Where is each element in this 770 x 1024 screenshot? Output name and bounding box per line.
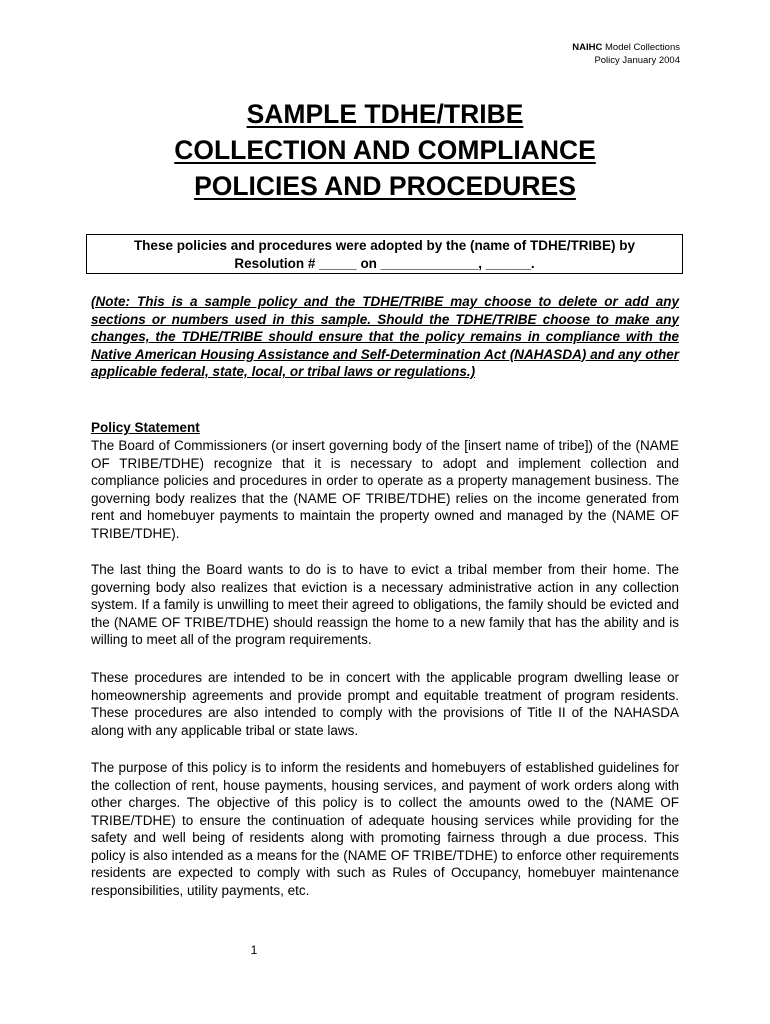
- policy-paragraph-3: These procedures are intended to be in concert with the applicable program dwelling lease or homeownership agreements and provide prompt and equitable treatment of program residents. These procedures are also intended to comply with the provisions of Title II of the NAHASDA along with any applicable tribal or state laws.: [91, 670, 679, 738]
- header-line-2: Policy January 2004: [594, 55, 680, 66]
- policy-paragraph-4: The purpose of this policy is to inform the residents and homebuyers of established guidelines for the collection of rent, house payments, housing services, and payment of work orders along with other charges. The objective of this policy is to collect the amounts owed to the (NAME OF TRIBE/TDHE) to ensure the continuation of adequate housing services while providing for the safety and well being of residents along with promoting fairness through a due process. This policy is also intended as a means for the (NAME OF TRIBE/TDHE) to enforce other requirements residents are expected to comply with such as Rules of Occupancy, homebuyer maintenance responsibilities, utility payments, etc.: [91, 760, 679, 898]
- adoption-line-2: Resolution # _____ on _____________, ______.: [234, 256, 535, 271]
- title-line-1: SAMPLE TDHE/TRIBE: [246, 99, 524, 129]
- policy-paragraph-2: The last thing the Board wants to do is to have to evict a tribal member from their home. The governing body also realizes that eviction is a necessary administrative action in any collection system. If a family is unwilling to meet their agreed to obligations, the family should be evicted and the (NAME OF TRIBE/TDHE) should reassign the home to a new family that has the ability and is willing to meet all of the program requirements.: [91, 562, 679, 647]
- policy-paragraph-1: The Board of Commissioners (or insert governing body of the [insert name of tribe]) of the (NAME OF TRIBE/TDHE) recognize that it is necessary to adopt and implement collection and compliance policies and procedures in order to operate as a property management business. The governing body realizes that the (NAME OF TRIBE/TDHE) relies on the income generated from rent and homebuyer payments to maintain the property owned and managed by the (NAME OF TRIBE/TDHE).: [91, 438, 679, 541]
- sample-note: (Note: This is a sample policy and the TDHE/TRIBE may choose to delete or add any sections or numbers used in this sample. Should the TDHE/TRIBE choose to make any changes, the TDHE/TRIBE should ensure that the policy remains in compliance with the Native American Housing Assistance and Self-Determination Act (NAHASDA) and any other applicable federal, state, local, or tribal laws or regulations.): [91, 294, 679, 379]
- header-org: NAIHC: [572, 42, 603, 53]
- policy-statement-heading: Policy Statement: [91, 420, 200, 435]
- header-note: [572, 41, 680, 67]
- adoption-box: [86, 234, 683, 274]
- document-title: [0, 96, 770, 204]
- page-number: 1: [250, 943, 258, 957]
- title-line-2: COLLECTION AND COMPLIANCE: [174, 135, 596, 165]
- header-line-1: [572, 41, 680, 54]
- adoption-line-1: These policies and procedures were adopted by the (name of TDHE/TRIBE) by: [133, 238, 636, 253]
- header-line-1-rest: Model Collections: [602, 42, 680, 53]
- title-line-3: POLICIES AND PROCEDURES: [194, 171, 576, 201]
